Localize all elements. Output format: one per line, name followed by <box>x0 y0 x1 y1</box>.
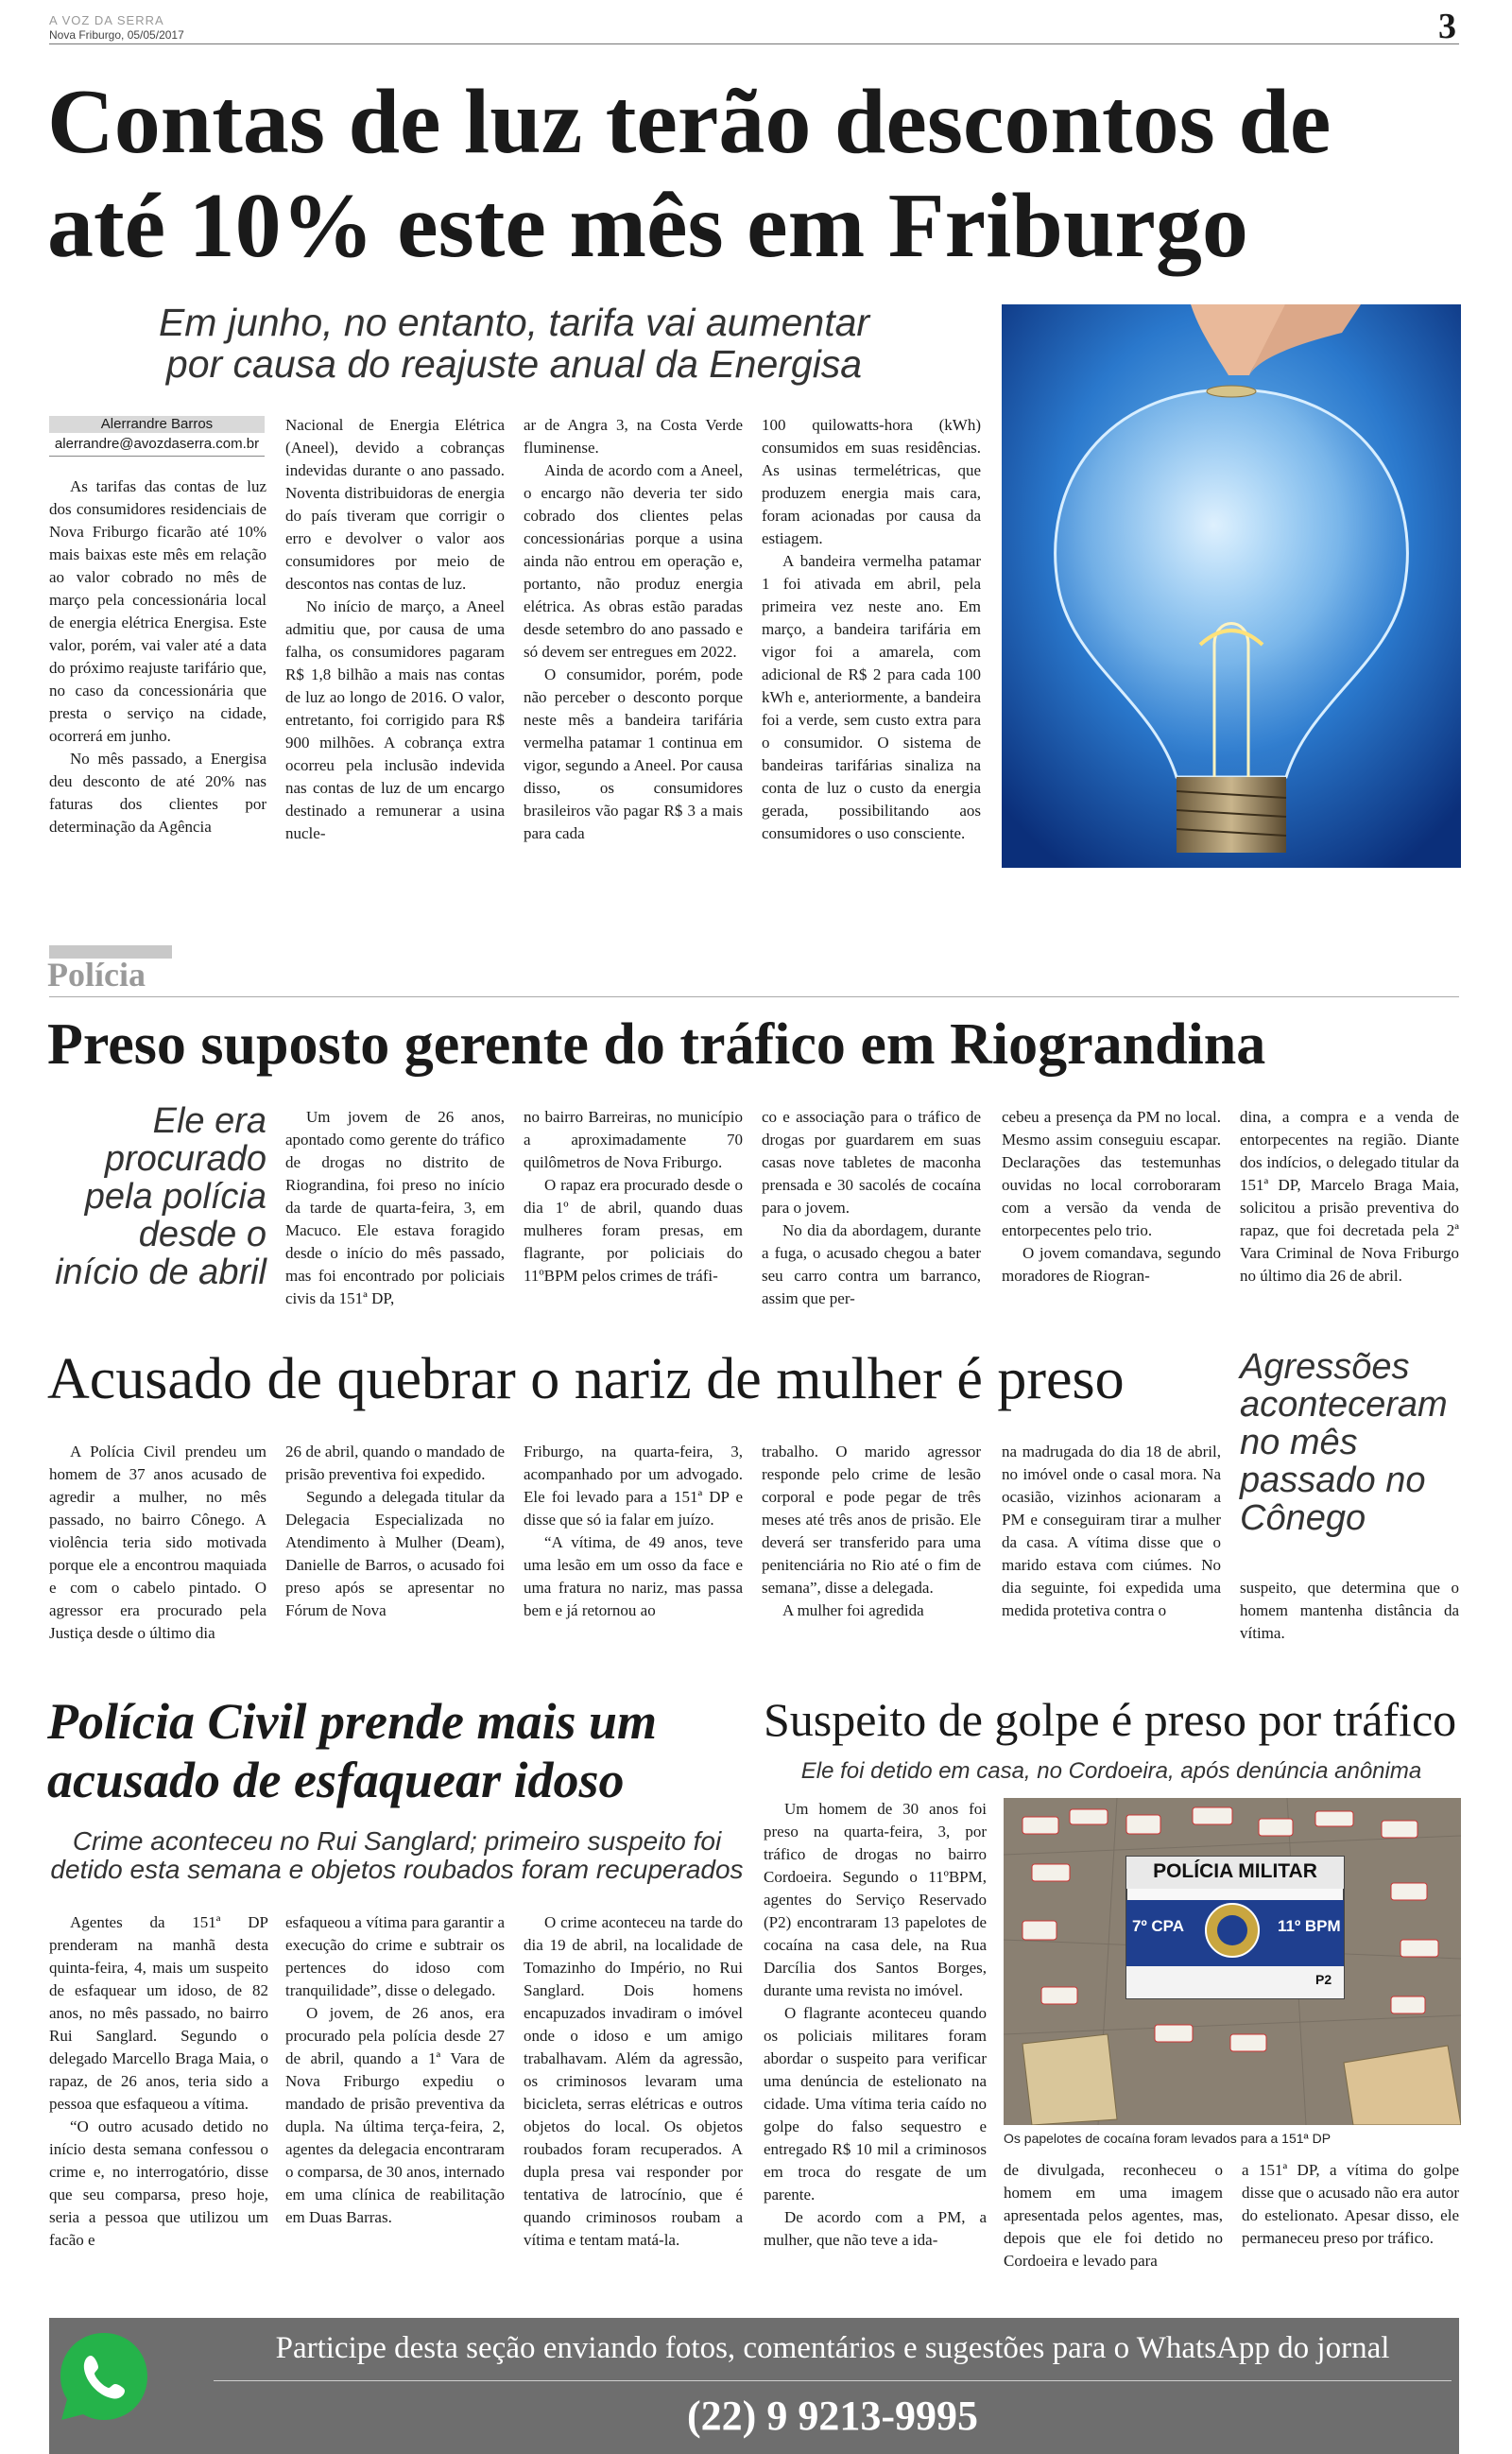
photo-caption: Os papelotes de cocaína foram levados para a 151ª DP <box>1004 2131 1332 2146</box>
byline-email[interactable]: alerrandre@avozdaserra.com.br <box>54 436 260 452</box>
story3-subhead-line1: Crime aconteceu no Rui Sanglard; primeiro suspeito foi <box>72 1826 722 1856</box>
story2-column-1 <box>49 1441 266 1645</box>
drug-seizure-photo <box>1004 1798 1461 2125</box>
story3-headline-line2: acusado de esfaquear idoso <box>47 1752 625 1808</box>
paragraph: no bairro Barreiras, no município a aproximadamente 70 quilômetros de Nova Friburgo. <box>524 1108 743 1171</box>
paragraph: No início de março, a Aneel admitiu que, por causa de uma falha, os consumidores pagaram R$ 1,8 bilhão a mais nas contas de luz ao longo de 2016. O valor, entretanto, foi corrigido para R$ 900 milhões. A cobrança extra ocorreu pela inclusão indevida nas contas de luz de um encargo destinado a remunerar a usina nucle- <box>285 597 505 842</box>
paragraph: ar de Angra 3, na Costa Verde fluminense. <box>524 416 743 457</box>
section-label: Polícia <box>47 956 146 994</box>
story4-subhead: Ele foi detido em casa, no Cordoeira, após denúncia anônima <box>800 1758 1422 1784</box>
paragraph: 26 de abril, quando o mandado de prisão preventiva foi expedido. <box>285 1443 505 1483</box>
lead-subhead-line1: Em junho, no entanto, tarifa vai aumentar <box>158 301 870 344</box>
paragraph: de divulgada, reconheceu o homem em uma imagem apresentada pelos agentes, mas, depois que ele foi detido no Cordoeira e levado para <box>1004 2161 1223 2270</box>
paragraph: “O outro acusado detido no início desta semana confessou o crime e, no interrogatório, disse que seu comparsa, preso hoje, seria a pessoa que utilizou um facão e <box>49 2117 268 2249</box>
whatsapp-banner <box>49 2318 1459 2454</box>
paragraph: O consumidor, porém, pode não perceber o desconto porque neste mês a bandeira tarifária vermelha patamar 1 continua em vigor, segundo a Aneel. Por causa disso, os consumidores brasileiros vão pagar R$ 3 a mais para cada <box>524 665 743 842</box>
paragraph: Friburgo, na quarta-feira, 3, acompanhado por um advogado. Ele foi levado para a 151ª DP e disse que só ia falar em juízo. <box>524 1443 743 1529</box>
story2-column-5 <box>1002 1441 1221 1622</box>
paragraph: O jovem comandava, segundo moradores de Riogran- <box>1002 1244 1221 1285</box>
lightbulb-photo <box>1002 304 1461 868</box>
paragraph: “A vítima, de 49 anos, teve uma lesão em um osso da face e uma fratura no nariz, mas passa bem e já retornou ao <box>524 1533 743 1619</box>
story2-column-6 <box>1240 1577 1459 1645</box>
story1-column-3 <box>762 1106 981 1310</box>
paragraph: na madrugada do dia 18 de abril, no imóvel onde o casal mora. Na ocasião, vizinhos acionaram a PM e conseguiram tirar a mulher da casa. A vítima disse que o marido estava com ciúmes. No dia seguinte, foi expedida uma medida protetiva contra o <box>1002 1443 1221 1619</box>
paragraph: Segundo a delegada titular da Delegacia Especializada no Atendimento à Mulher (Deam), Danielle de Barros, o acusado foi preso após se apresentar no Fórum de Nova <box>285 1488 505 1619</box>
section-rule <box>49 996 1459 997</box>
byline-rule <box>49 456 265 457</box>
paragraph: 100 quilowatts-hora (kWh) consumidos em suas residências. As usinas termelétricas, que produzem energia mais cara, foram acionadas por causa da estiagem. <box>762 416 981 547</box>
paragraph: dina, a compra e a venda de entorpecentes na região. Diante dos indícios, o delegado titular da 151ª DP, Marcelo Braga Maia, solicitou a prisão preventiva do rapaz, que foi decretada pela 2ª Vara Criminal de Nova Friburgo no último dia 26 de abril. <box>1240 1108 1459 1285</box>
paragraph: De acordo com a PM, a mulher, que não teve a ida- <box>764 2208 987 2249</box>
paragraph: Ainda de acordo com a Aneel, o encargo não deveria ter sido cobrado dos clientes pelas concessionárias porque a usina ainda não entrou em operação e, portanto, não produz energia elétrica. As obras estão paradas desde setembro do ano passado e só devem ser entregues em 2022. <box>524 461 743 661</box>
byline-name: Alerrandre Barros <box>49 416 265 433</box>
lead-column-3 <box>524 414 743 845</box>
page-number: 3 <box>1438 7 1456 46</box>
photo-sign-cpa: 7º CPA <box>1132 1917 1185 1935</box>
paragraph: co e associação para o tráfico de drogas por guardarem em suas casas nove tabletes de maconha prensada e 30 sacolés de cocaína para o jovem. <box>762 1108 981 1217</box>
lead-headline-line1: Contas de luz terão descontos de <box>47 71 1332 173</box>
paragraph: a 151ª DP, a vítima do golpe disse que o acusado não era autor do estelionato. Apesar disso, ele permaneceu preso por tráfico. <box>1242 2161 1459 2247</box>
lead-column-1 <box>49 475 266 838</box>
dateline: Nova Friburgo, 05/05/2017 <box>49 28 184 42</box>
story2-pullquote: Agressões aconteceram no mês passado no Cônego <box>1240 1347 1448 1538</box>
lead-column-2 <box>285 414 505 845</box>
paragraph: O crime aconteceu na tarde do dia 19 de abril, na localidade de Tomazinho do Império, no Rui Sanglard. Dois homens encapuzados invadiram o imóvel onde o idoso e um amigo trabalhavam. Além da agressão, os criminosos levaram uma bicicleta, serras elétricas e outros objetos do local. Os objetos roubados foram recuperados. A dupla presa vai responder por tentativa de latrocínio, que é quando criminosos roubam a vítima e tentam matá-la. <box>524 1913 743 2249</box>
lead-subhead-line2: por causa do reajuste anual da Energisa <box>165 342 863 386</box>
story3-column-3 <box>524 1911 743 2252</box>
paragraph: cebeu a presença da PM no local. Mesmo assim conseguiu escapar. Declarações das testemunhas ouvidas no local corroboraram com a versão da venda de entorpecentes pelo trio. <box>1002 1108 1221 1239</box>
banner-text: Participe desta seção enviando fotos, comentários e sugestões para o WhatsApp do jornal <box>275 2331 1390 2365</box>
story2-headline: Acusado de quebrar o nariz de mulher é preso <box>47 1347 1125 1411</box>
paragraph: O rapaz era procurado desde o dia 1º de abril, quando duas mulheres foram presas, em flagrante, por policiais do 11ºBPM pelos crimes de tráfi- <box>524 1176 743 1285</box>
story1-column-4 <box>1002 1106 1221 1287</box>
story1-headline: Preso suposto gerente do tráfico em Riograndina <box>47 1012 1266 1077</box>
paper-name: A VOZ DA SERRA <box>49 13 164 27</box>
story4-column-2 <box>1004 2159 1223 2273</box>
paragraph: suspeito, que determina que o homem mantenha distância da vítima. <box>1240 1579 1459 1642</box>
story1-column-5 <box>1240 1106 1459 1287</box>
paragraph: O jovem, de 26 anos, era procurado pela polícia desde 27 de abril, quando a 1ª Vara de Nova Friburgo expediu o mandado de prisão preventiva da dupla. Na última terça-feira, 2, agentes da delegacia encontraram o comparsa, de 30 anos, internado em uma clínica de reabilitação em Duas Barras. <box>285 2004 505 2226</box>
story1-column-2 <box>524 1106 743 1287</box>
lead-column-4 <box>762 414 981 845</box>
story4-column-1 <box>764 1798 987 2252</box>
story4-headline: Suspeito de golpe é preso por tráfico <box>764 1693 1457 1746</box>
paragraph: No mês passado, a Energisa deu desconto de até 20% nas faturas dos clientes por determinação da Agência <box>49 750 266 836</box>
banner-divider <box>214 2380 1452 2381</box>
story2-column-4 <box>762 1441 981 1622</box>
story3-subhead-line2: detido esta semana e objetos roubados foram recuperados <box>50 1855 744 1884</box>
whatsapp-phone[interactable]: (22) 9 9213-9995 <box>687 2393 978 2439</box>
whatsapp-icon[interactable] <box>55 2327 153 2426</box>
story4-column-3 <box>1242 2159 1459 2250</box>
story3-column-2 <box>285 1911 505 2229</box>
story1-pullquote: Ele era procurado pela polícia desde o início de abril <box>55 1101 266 1292</box>
paragraph: Agentes da 151ª DP prenderam na manhã desta quinta-feira, 4, mais um suspeito de esfaquear um idoso, de 82 anos, no mês passado, no bairro Rui Sanglard. Segundo o delegado Marcello Braga Maia, o rapaz, de 26 anos, teria sido a pessoa que esfaqueou a vítima. <box>49 1913 268 2113</box>
paragraph: A mulher foi agredida <box>782 1601 924 1619</box>
paragraph: O flagrante aconteceu quando os policiais militares foram abordar o suspeito para verificar uma denúncia de estelionato na cidade. Uma vítima teria caído no golpe do falso sequestro e entregado R$ 10 mil a criminosos em troca do resgate de um parente. <box>764 2004 987 2203</box>
story3-column-1 <box>49 1911 268 2252</box>
lead-headline-line2: até 10% este mês em Friburgo <box>47 175 1248 277</box>
photo-sign-bpm: 11º BPM <box>1278 1917 1341 1935</box>
story3-headline-line1: Polícia Civil prende mais um <box>47 1693 657 1750</box>
paragraph: esfaqueou a vítima para garantir a execução do crime e subtrair os pertences do idoso com tranquilidade”, disse o delegado. <box>285 1913 505 1999</box>
paragraph: As tarifas das contas de luz dos consumidores residenciais de Nova Friburgo ficarão até 10% mais baixas este mês em relação ao valor cobrado no mês de março pela concessionária local de energia elétrica Energisa. Este valor, porém, vai valer até a data do próximo reajuste tarifário que, no caso da concessionária que presta o serviço na cidade, ocorrerá em junho. <box>49 477 266 745</box>
photo-sign-p2: P2 <box>1315 1972 1332 1987</box>
photo-sign-title: POLÍCIA MILITAR <box>1153 1860 1317 1882</box>
paragraph: Nacional de Energia Elétrica (Aneel), devido a cobranças indevidas durante o ano passado. Noventa distribuidoras de energia do país tiveram que corrigir o erro e devolver o valor aos consumidores por meio de descontos nas contas de luz. <box>285 416 505 593</box>
paragraph: Um jovem de 26 anos, apontado como gerente do tráfico de drogas no distrito de Riograndina, foi preso no início da tarde de quarta-feira, 3, em Macuco. Ele estava foragido desde o início do mês passado, mas foi encontrado por policiais civis da 151ª DP, <box>285 1108 505 1307</box>
paragraph: A Polícia Civil prendeu um homem de 37 anos acusado de agredir a mulher, no mês passado, no bairro Cônego. A violência teria sido motivada porque ele a encontrou maquiada e com o cabelo pintado. O agressor era procurado pela Justiça desde o último dia <box>49 1443 266 1642</box>
masthead-rule <box>49 43 1459 44</box>
paragraph: No dia da abordagem, durante a fuga, o acusado chegou a bater seu carro contra um barranco, assim que per- <box>762 1221 981 1307</box>
paragraph: trabalho. O marido agressor responde pelo crime de lesão corporal e pode pegar de três meses até três anos de prisão. Ele deverá ser transferido para uma penitenciária no Rio até o fim de semana”, disse a delegada. <box>762 1443 981 1597</box>
paragraph: Um homem de 30 anos foi preso na quarta-feira, 3, por tráfico de drogas no bairro Cordoeira. Segundo o 11ºBPM, agentes do Serviço Reservado (P2) encontraram 13 papelotes de cocaína na casa dele, na Rua Darcília dos Santos Borges, durante uma revista no imóvel. <box>764 1800 987 1999</box>
story2-column-2 <box>285 1441 505 1622</box>
paragraph: A bandeira vermelha patamar 1 foi ativada em abril, pela primeira vez neste ano. Em março, a bandeira tarifária em vigor foi a amarela, com adicional de R$ 2 para cada 100 kWh e, anteriormente, a bandeira foi a verde, sem custo extra para o consumidor. O sistema de bandeiras tarifárias sinaliza na conta de luz o custo da energia gerada, possibilitando aos consumidores o uso consciente. <box>762 552 981 842</box>
story1-column-1 <box>285 1106 505 1310</box>
story2-column-3 <box>524 1441 743 1622</box>
